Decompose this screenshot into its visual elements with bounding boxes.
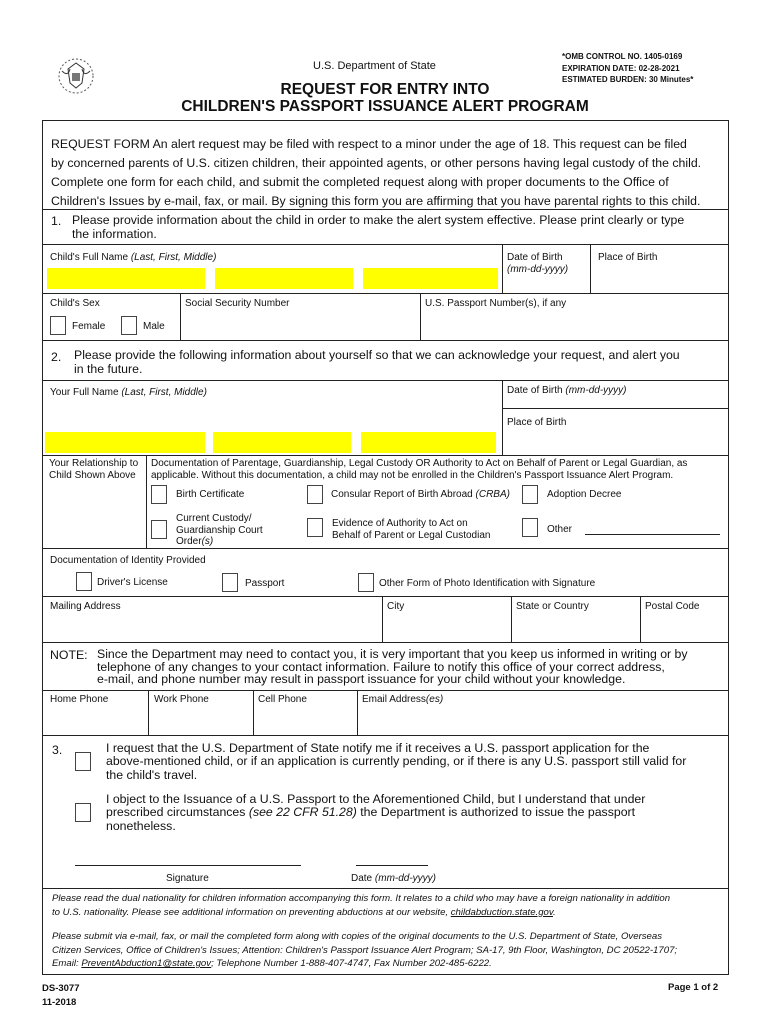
your-last-name-input[interactable] [45,432,205,453]
dual-nationality-note: Please read the dual nationality for children information accompanying this form. It relates to a child who may have a foreign nationality in addition to U.S. nationality. Please see additional information on preventing abductions at our website, childabduction.state.gov. [52,893,671,918]
divider [420,293,421,340]
section-1-number: 1. [51,214,62,228]
divider [146,455,147,548]
department-name: U.S. Department of State [313,60,436,72]
note-line: telephone of any changes to your contact information. Failure to notify this office of your correct address, [97,659,665,674]
form-date: 11-2018 [42,997,77,1008]
note-line: Since the Department may need to contact you, it is very important that you keep us informed in writing or by [97,647,688,661]
intro-line: by concerned parents of U.S. citizen children, their appointed agents, or other persons having legal custody of the child. [51,156,702,170]
divider [511,596,512,642]
child-name-label: Child's Full Name (Last, First, Middle) [50,252,217,263]
relationship-input[interactable] [46,484,144,544]
divider [502,380,503,455]
notify-request-text: I request that the U.S. Department of State notify me if it receives a U.S. passport application for the above-mentioned child, or if an application is currently pending, or if there is any U.S. passport still valid for the child's travel. [106,741,687,782]
birth-certificate-label: Birth Certificate [176,489,245,500]
expiration-date: EXPIRATION DATE: 02-28-2021 [562,63,680,73]
form-number: DS-3077 [42,983,80,994]
drivers-license-checkbox[interactable] [76,572,92,591]
adoption-decree-label: Adoption Decree [547,489,622,500]
divider [42,244,729,245]
notify-request-checkbox[interactable] [75,752,91,771]
other-doc-label: Other [547,524,573,535]
other-photo-id-checkbox[interactable] [358,573,374,592]
divider [42,293,729,294]
child-pob-input[interactable] [592,270,726,292]
child-pob-label: Place of Birth [598,252,658,263]
divider [502,408,729,409]
divider [42,888,729,889]
postal-code-input[interactable] [643,615,726,639]
your-pob-input[interactable] [504,430,726,452]
divider [253,690,254,735]
divider [42,548,729,549]
email-link[interactable]: PreventAbduction1@state.gov [81,958,212,969]
home-phone-label: Home Phone [50,694,109,705]
custody-order-checkbox[interactable] [151,520,167,539]
other-doc-input[interactable] [585,521,720,535]
crba-checkbox[interactable] [307,485,323,504]
your-middle-name-input[interactable] [361,432,496,453]
signature-label: Signature [166,873,209,884]
child-first-name-input[interactable] [215,268,353,289]
ssn-label: Social Security Number [185,298,290,309]
divider [42,380,729,381]
cell-phone-label: Cell Phone [258,694,307,705]
instruction-line: the information. [72,227,157,241]
your-name-label: Your Full Name (Last, First, Middle) [50,387,207,398]
submission-note: Please submit via e-mail, fax, or mail the completed form along with copies of the original documents to the U.S. Department of State, Overseas Citizen Services, Office of Children's Issues; Attention: Children's Passport Issuance Alert Program; SA-17, 9th Floor, Washington, DC 20522-1707; Email: PreventAbduction1@state.gov; Telephone Number 1-888-407-4747, Fax Number 202-485-6222. [52,931,678,969]
child-dob-input[interactable] [504,276,588,292]
instruction-line: Please provide information about the child in order to make the alert system effective. Please print clearly or type [72,213,685,227]
divider [640,596,641,642]
intro-line: Complete one form for each child, and submit the completed request along with proper documents to the Office of [51,175,669,189]
other-photo-id-label: Other Form of Photo Identification with Signature [379,578,596,589]
ssn-input[interactable] [184,312,416,336]
instruction-line: Please provide the following information about yourself so that we can acknowledge your request, and alert you [74,348,680,362]
city-label: City [387,601,405,612]
city-input[interactable] [385,615,508,639]
divider [42,642,729,643]
email-input[interactable] [360,708,726,732]
cell-phone-input[interactable] [256,708,355,732]
male-checkbox[interactable] [121,316,137,335]
work-phone-input[interactable] [151,708,251,732]
state-country-input[interactable] [514,615,637,639]
identity-doc-label: Documentation of Identity Provided [50,555,206,566]
passport-label: Passport [245,578,285,589]
authority-evidence-label: Evidence of Authority to Act on Behalf of Parent or Legal Custodian [332,518,491,541]
page-title [0,81,770,115]
divider [148,690,149,735]
title-line-1: REQUEST FOR ENTRY INTO [280,81,490,98]
section-2-number: 2. [51,350,62,364]
female-checkbox[interactable] [50,316,66,335]
note-label: NOTE: [50,648,88,662]
passport-checkbox[interactable] [222,573,238,592]
passport-number-input[interactable] [424,312,724,336]
state-country-label: State or Country [516,601,589,612]
divider [42,735,729,736]
note-line: e-mail, and phone number may result in passport issuance for your child without your knowledge. [97,672,626,687]
your-pob-label: Place of Birth [507,417,567,428]
drivers-license-label: Driver's License [97,577,168,588]
note-text [97,648,688,686]
email-label: Email Address(es) [362,694,444,705]
object-issuance-text: I object to the Issuance of a U.S. Passport to the Aforementioned Child, but I understand that under prescribed circumstances (see 22 CFR 51.28) the Department is authorized to issue the passport nonetheless. [106,792,646,833]
divider [42,209,729,210]
postal-code-label: Postal Code [645,601,700,612]
male-label: Male [143,321,165,332]
omb-control: *OMB CONTROL NO. 1405-0169 [562,52,683,61]
intro-line: REQUEST FORM An alert request may be filed with respect to a minor under the age of 18. This request can be filed [51,137,687,151]
crba-label: Consular Report of Birth Abroad (CRBA) [331,489,510,500]
divider [382,596,383,642]
custody-order-label: Current Custody/ Guardianship Court Order(s) [176,513,263,547]
birth-certificate-checkbox[interactable] [151,485,167,504]
child-dob-label: Date of Birth (mm-dd-yyyy) [507,252,569,275]
passport-number-label: U.S. Passport Number(s), if any [425,298,567,309]
work-phone-label: Work Phone [154,694,209,705]
divider [502,244,503,293]
section-2-instructions [74,349,680,376]
female-label: Female [72,321,106,332]
divider [42,596,729,597]
intro-paragraph [51,135,701,211]
your-dob-input[interactable] [504,397,726,407]
home-phone-input[interactable] [46,708,146,732]
mailing-address-input[interactable] [46,615,378,639]
divider [42,690,729,691]
relationship-label: Your Relationship to Child Shown Above [49,458,139,481]
your-dob-label: Date of Birth (mm-dd-yyyy) [507,385,627,396]
signature-input[interactable] [75,850,301,866]
mailing-address-label: Mailing Address [50,601,121,612]
website-link[interactable]: childabduction.state.gov [450,906,553,918]
child-last-name-input[interactable] [47,268,205,289]
section-3-number: 3. [52,743,63,757]
other-doc-checkbox[interactable] [522,518,538,537]
intro-line: Children's Issues by e-mail, fax, or mail. By signing this form you are affirming that you have parental rights to this child. [51,194,701,208]
divider [180,293,181,340]
object-issuance-checkbox[interactable] [75,803,91,822]
divider [590,244,591,293]
form-id [42,982,80,1010]
divider [357,690,358,735]
page-number: Page 1 of 2 [668,982,719,993]
date-input[interactable] [356,850,428,866]
divider [42,340,729,341]
title-line-2: CHILDREN'S PASSPORT ISSUANCE ALERT PROGRAM [181,98,589,115]
estimated-burden: ESTIMATED BURDEN: 30 Minutes* [562,75,694,84]
date-label: Date (mm-dd-yyyy) [351,873,437,884]
adoption-decree-checkbox[interactable] [522,485,538,504]
child-sex-label: Child's Sex [50,298,100,309]
child-middle-name-input[interactable] [363,268,498,289]
section-1-instructions [72,213,684,241]
instruction-line: in the future. [74,361,143,376]
documentation-text: Documentation of Parentage, Guardianship, Legal Custody OR Authority to Act on Behalf of Parent or Legal Guardian, as applicable. Without this documentation, a child may not be enrolled in the Children's Passport Issuance Alert Program. [151,458,688,481]
your-first-name-input[interactable] [213,432,351,453]
authority-evidence-checkbox[interactable] [307,518,323,537]
